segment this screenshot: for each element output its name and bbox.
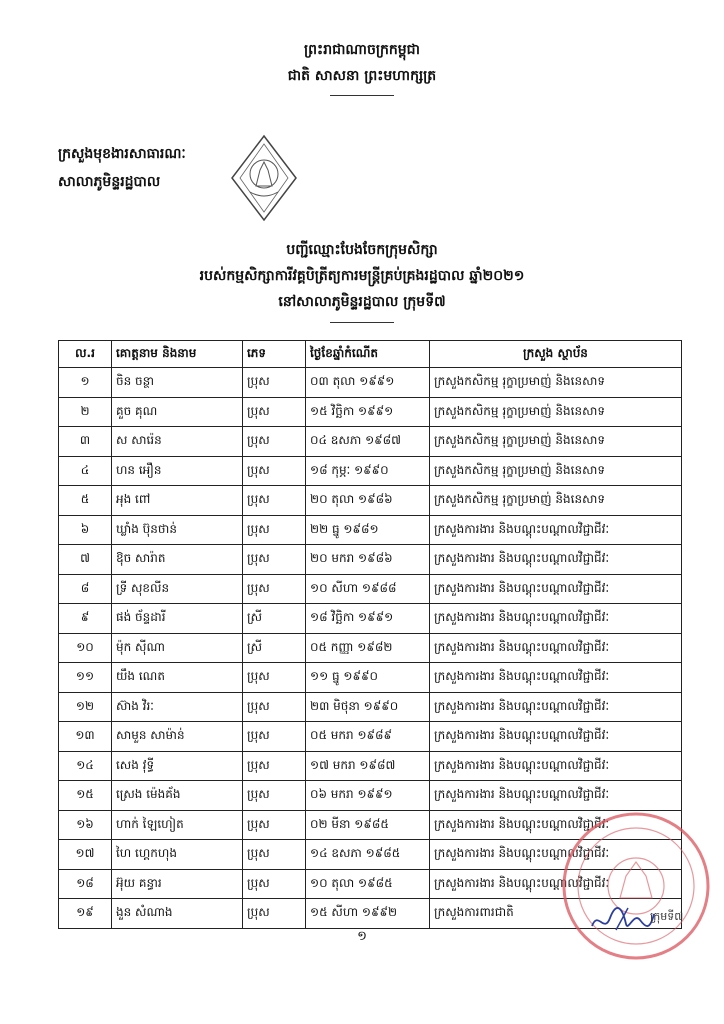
row-number: ៤ [59, 456, 112, 486]
row-number: ១៧ [59, 840, 112, 870]
trainee-name: គួច គុណ [112, 397, 243, 427]
trainee-dob: ០៤ ឧសភា ១៩៨៧ [306, 427, 430, 457]
trainee-sex: ប្រុស [243, 869, 306, 899]
trainee-ministry: ក្រសួងការងារ និងបណ្តុះបណ្តាលវិជ្ជាជីវៈ [430, 604, 682, 634]
trainee-dob: ១៧ មករា ១៩៨៧ [306, 751, 430, 781]
header-name: គោត្តនាម និងនាម [112, 341, 243, 368]
trainee-name: សេង វុទ្ធី [112, 751, 243, 781]
title-divider [330, 322, 394, 323]
trainee-sex: ប្រុស [243, 574, 306, 604]
trainee-sex: ប្រុស [243, 781, 306, 811]
table-row [59, 663, 682, 693]
school-emblem-icon [230, 134, 298, 222]
trainee-ministry: ក្រសួងកសិកម្ម រុក្ខាប្រមាញ់ និងនេសាទ [430, 427, 682, 457]
trainee-ministry: ក្រសួងការងារ និងបណ្តុះបណ្តាលវិជ្ជាជីវៈ [430, 840, 682, 870]
row-number: ១០ [59, 633, 112, 663]
trainee-name: ឃ្លាំង ប៊ុនថាន់ [112, 515, 243, 545]
trainee-sex: ប្រុស [243, 751, 306, 781]
trainee-sex: ប្រុស [243, 840, 306, 870]
table-row [59, 427, 682, 457]
trainee-name: ម៉ុក ស៊ីណា [112, 633, 243, 663]
trainee-name: ស្រេង ម៉េងគ័ង [112, 781, 243, 811]
trainee-dob: ២០ តុលា ១៩៨៦ [306, 486, 430, 516]
trainee-ministry: ក្រសួងកសិកម្ម រុក្ខាប្រមាញ់ និងនេសាទ [430, 486, 682, 516]
table-row [59, 515, 682, 545]
signature-icon [588, 900, 658, 940]
trainee-name: ឱុច សារ៉ាត [112, 545, 243, 575]
header-dob: ថ្ងៃខែឆ្នាំកំណើត [306, 341, 430, 368]
table-row [59, 692, 682, 722]
row-number: ១៨ [59, 869, 112, 899]
trainee-sex: ប្រុស [243, 456, 306, 486]
trainee-ministry: ក្រសួងការងារ និងបណ្តុះបណ្តាលវិជ្ជាជីវៈ [430, 574, 682, 604]
row-number: ៧ [59, 545, 112, 575]
trainee-dob: ០៥ មករា ១៩៨៩ [306, 722, 430, 752]
trainee-name: ស៊ាង វិរៈ [112, 692, 243, 722]
stamp-group-label: ក្រុមទី៧ [650, 910, 684, 923]
row-number: ៥ [59, 486, 112, 516]
table-row [59, 633, 682, 663]
trainee-ministry: ក្រសួងការងារ និងបណ្តុះបណ្តាលវិជ្ជាជីវៈ [430, 663, 682, 693]
trainee-ministry: ក្រសួងកសិកម្ម រុក្ខាប្រមាញ់ និងនេសាទ [430, 368, 682, 398]
trainee-name: ងួន សំណាង [112, 899, 243, 929]
row-number: ១៦ [59, 810, 112, 840]
row-number: ១៣ [59, 722, 112, 752]
trainee-ministry: ក្រសួងការងារ និងបណ្តុះបណ្តាលវិជ្ជាជីវៈ [430, 869, 682, 899]
page-number: ១ [357, 929, 367, 944]
trainee-dob: ០៣ តុលា ១៩៩១ [306, 368, 430, 398]
table-row [59, 486, 682, 516]
header-ministry: ក្រសួង ស្ថាប័ន [430, 341, 682, 368]
trainee-dob: ១០ តុលា ១៩៨៥ [306, 869, 430, 899]
trainee-dob: ១៥ វិច្ឆិកា ១៩៩១ [306, 397, 430, 427]
document-title: បញ្ជីឈ្មោះបែងចែកក្រុមសិក្សា [286, 242, 438, 258]
trainee-sex: ប្រុស [243, 545, 306, 575]
trainee-dob: ១៨ កុម្ភៈ ១៩៩០ [306, 456, 430, 486]
trainee-sex: ស្រី [243, 604, 306, 634]
trainee-dob: ១៥ សីហា ១៩៩២ [306, 899, 430, 929]
trainee-ministry: ក្រសួងការងារ និងបណ្តុះបណ្តាលវិជ្ជាជីវៈ [430, 722, 682, 752]
trainee-dob: ០៦ មករា ១៩៩១ [306, 781, 430, 811]
row-number: ១១ [59, 663, 112, 693]
trainee-ministry: ក្រសួងកសិកម្ម រុក្ខាប្រមាញ់ និងនេសាទ [430, 456, 682, 486]
row-number: ៣ [59, 427, 112, 457]
table-row [59, 368, 682, 398]
trainee-ministry: ក្រសួងការងារ និងបណ្តុះបណ្តាលវិជ្ជាជីវៈ [430, 545, 682, 575]
row-number: ១២ [59, 692, 112, 722]
row-number: ២ [59, 397, 112, 427]
trainee-sex: ប្រុស [243, 810, 306, 840]
trainee-sex: ស្រី [243, 633, 306, 663]
table-row [59, 751, 682, 781]
trainee-dob: ១៨ វិច្ឆិកា ១៩៩១ [306, 604, 430, 634]
trainee-sex: ប្រុស [243, 899, 306, 929]
trainee-ministry: ក្រសួងការងារ និងបណ្តុះបណ្តាលវិជ្ជាជីវៈ [430, 633, 682, 663]
trainee-dob: ១១ ធ្នូ ១៩៩០ [306, 663, 430, 693]
trainee-name: ផង់ ច័ន្ទដារី [112, 604, 243, 634]
trainee-ministry: ក្រសួងការងារ និងបណ្តុះបណ្តាលវិជ្ជាជីវៈ [430, 810, 682, 840]
table-row [59, 604, 682, 634]
row-number: ១៤ [59, 751, 112, 781]
table-row [59, 545, 682, 575]
row-number: ១៥ [59, 781, 112, 811]
trainee-dob: ២៣ មិថុនា ១៩៩០ [306, 692, 430, 722]
row-number: ១៩ [59, 899, 112, 929]
official-seal-icon [556, 806, 716, 966]
trainee-ministry: ក្រសួងកសិកម្ម រុក្ខាប្រមាញ់ និងនេសាទ [430, 397, 682, 427]
table-row [59, 722, 682, 752]
school-name: សាលាភូមិន្ទរដ្ឋបាល [58, 174, 161, 190]
trainee-sex: ប្រុស [243, 397, 306, 427]
document-subtitle: របស់កម្មសិក្សាការីវគ្គបិត្រីត្យការមន្ត្រីគ្រប់គ្រងរដ្ឋបាល ឆ្នាំ២០២១ [199, 268, 525, 284]
trainee-dob: ០២ មីនា ១៩៨៥ [306, 810, 430, 840]
trainee-ministry: ក្រសួងការងារ និងបណ្តុះបណ្តាលវិជ្ជាជីវៈ [430, 515, 682, 545]
trainee-ministry: ក្រសួងការងារ និងបណ្តុះបណ្តាលវិជ្ជាជីវៈ [430, 751, 682, 781]
row-number: ៦ [59, 515, 112, 545]
row-number: ៩ [59, 604, 112, 634]
trainee-dob: ១៤ ឧសភា ១៩៨៥ [306, 840, 430, 870]
kingdom-heading: ព្រះរាជាណាចក្រកម្ពុជា [303, 42, 420, 58]
trainee-name: ទ្រី សុខលីន [112, 574, 243, 604]
trainee-sex: ប្រុស [243, 368, 306, 398]
trainee-sex: ប្រុស [243, 515, 306, 545]
trainee-ministry: ក្រសួងការពារជាតិ [430, 899, 682, 929]
trainee-name: ចិន ចន្ថា [112, 368, 243, 398]
trainee-ministry: ក្រសួងការងារ និងបណ្តុះបណ្តាលវិជ្ជាជីវៈ [430, 781, 682, 811]
table-row [59, 397, 682, 427]
trainee-name: សាមួន សាម៉ាន់ [112, 722, 243, 752]
trainee-name: ហៃ ហ្គេកហុង [112, 840, 243, 870]
table-row [59, 456, 682, 486]
document-location: នៅសាលាភូមិន្ទរដ្ឋបាល ក្រុមទី៧ [278, 294, 446, 310]
header-sex: ភេទ [243, 341, 306, 368]
trainee-ministry: ក្រសួងការងារ និងបណ្តុះបណ្តាលវិជ្ជាជីវៈ [430, 692, 682, 722]
trainee-dob: ១០ សីហា ១៩៨៨ [306, 574, 430, 604]
national-motto: ជាតិ សាសនា ព្រះមហាក្សត្រ [287, 68, 437, 84]
trainee-name: ហន អឿន [112, 456, 243, 486]
trainee-dob: ២០ មករា ១៩៨៦ [306, 545, 430, 575]
trainee-dob: ០៥ កញ្ញា ១៩៨២ [306, 633, 430, 663]
table-row [59, 574, 682, 604]
trainee-name: ស សារ៉េន [112, 427, 243, 457]
table-header-row [59, 341, 682, 368]
row-number: ១ [59, 368, 112, 398]
trainee-name: ហាក់ ឡៃហៀត [112, 810, 243, 840]
trainee-sex: ប្រុស [243, 722, 306, 752]
header-no: ល.រ [59, 341, 112, 368]
trainee-name: អុង ពៅ [112, 486, 243, 516]
trainee-sex: ប្រុស [243, 663, 306, 693]
trainee-sex: ប្រុស [243, 486, 306, 516]
row-number: ៨ [59, 574, 112, 604]
header-divider [330, 95, 394, 96]
ministry-name: ក្រសួងមុខងារសាធារណៈ [58, 146, 186, 162]
trainee-dob: ២២ ធ្នូ ១៩៨១ [306, 515, 430, 545]
trainee-name: អ៊ុយ គន្ធារ [112, 869, 243, 899]
trainee-name: យឹង ណេត [112, 663, 243, 693]
trainee-sex: ប្រុស [243, 692, 306, 722]
trainee-sex: ប្រុស [243, 427, 306, 457]
